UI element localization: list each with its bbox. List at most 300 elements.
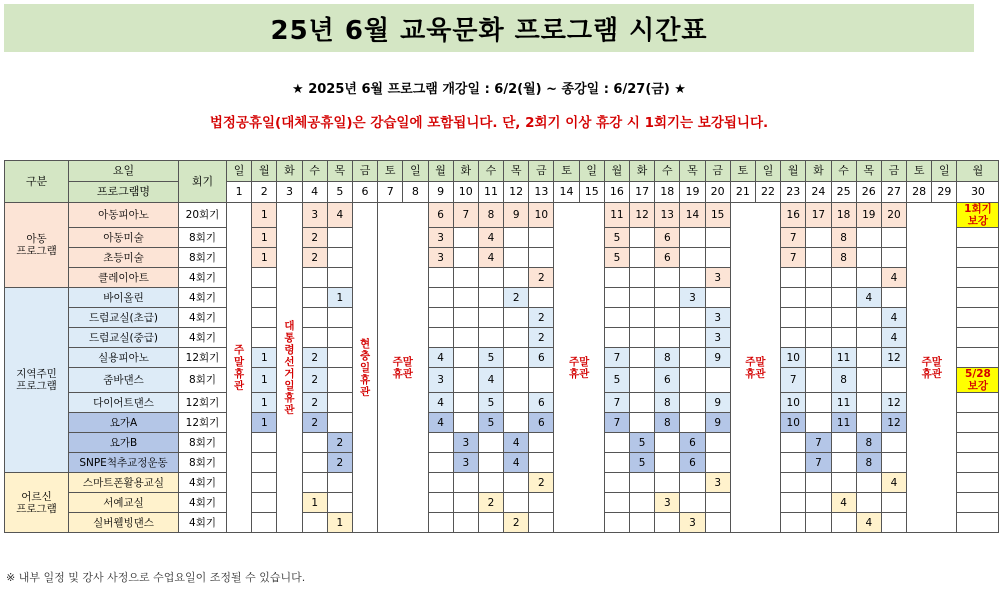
session-count: 4회기 xyxy=(179,328,227,348)
empty-cell xyxy=(957,393,999,413)
session-cell: 6 xyxy=(529,348,554,368)
date-cell: 29 xyxy=(932,182,957,203)
empty-cell xyxy=(655,513,680,533)
weekday-cell: 수 xyxy=(302,161,327,182)
session-cell: 19 xyxy=(856,203,881,228)
empty-cell xyxy=(881,248,906,268)
session-cell: 5 xyxy=(630,433,655,453)
weekday-cell: 일 xyxy=(932,161,957,182)
weekday-cell: 목 xyxy=(327,161,352,182)
session-count: 8회기 xyxy=(179,433,227,453)
table-row xyxy=(5,228,999,248)
empty-cell xyxy=(428,473,453,493)
empty-cell xyxy=(630,308,655,328)
date-cell: 28 xyxy=(907,182,932,203)
session-cell: 2 xyxy=(504,513,529,533)
session-cell: 9 xyxy=(705,348,730,368)
empty-cell xyxy=(504,268,529,288)
empty-cell xyxy=(630,348,655,368)
empty-cell xyxy=(806,228,831,248)
date-cell: 19 xyxy=(680,182,705,203)
category-header: 구분 xyxy=(5,161,69,203)
session-cell: 16 xyxy=(781,203,806,228)
weekday-cell: 수 xyxy=(478,161,503,182)
empty-cell xyxy=(881,513,906,533)
empty-cell xyxy=(957,453,999,473)
empty-cell xyxy=(428,268,453,288)
empty-cell xyxy=(856,328,881,348)
session-cell: 4 xyxy=(428,348,453,368)
empty-cell xyxy=(781,453,806,473)
empty-cell xyxy=(504,308,529,328)
empty-cell xyxy=(781,308,806,328)
empty-cell xyxy=(630,473,655,493)
empty-cell xyxy=(680,393,705,413)
empty-cell xyxy=(504,368,529,393)
session-cell: 4 xyxy=(881,268,906,288)
empty-cell xyxy=(478,513,503,533)
session-cell: 1 xyxy=(327,288,352,308)
session-cell: 10 xyxy=(781,413,806,433)
empty-cell xyxy=(806,493,831,513)
session-cell: 4 xyxy=(478,368,503,393)
weekday-cell: 토 xyxy=(907,161,932,182)
session-cell: 9 xyxy=(705,393,730,413)
empty-cell xyxy=(327,348,352,368)
session-cell: 4 xyxy=(831,493,856,513)
empty-cell xyxy=(856,248,881,268)
weekend-closure: 주말 휴관 xyxy=(730,203,780,533)
empty-cell xyxy=(781,493,806,513)
program-name: 드럼교실(중급) xyxy=(69,328,179,348)
date-cell: 22 xyxy=(755,182,780,203)
empty-cell xyxy=(504,393,529,413)
empty-cell xyxy=(680,248,705,268)
empty-cell xyxy=(957,288,999,308)
session-cell: 4 xyxy=(327,203,352,228)
session-cell: 8 xyxy=(655,393,680,413)
empty-cell xyxy=(957,433,999,453)
holiday-notice: 법정공휴일(대체공휴일)은 강습일에 포함됩니다. 단, 2회기 이상 휴강 시 1회기는 보강됩니다. xyxy=(209,115,769,131)
weekday-cell: 화 xyxy=(453,161,478,182)
group-label: 지역주민 프로그램 xyxy=(5,288,69,473)
empty-cell xyxy=(604,433,629,453)
empty-cell xyxy=(806,348,831,368)
empty-cell xyxy=(856,308,881,328)
weekday-cell: 토 xyxy=(730,161,755,182)
session-cell: 1 xyxy=(252,393,277,413)
empty-cell xyxy=(252,493,277,513)
session-cell: 3 xyxy=(705,308,730,328)
program-name: 아동피아노 xyxy=(69,203,179,228)
date-cell: 2 xyxy=(252,182,277,203)
empty-cell xyxy=(957,473,999,493)
empty-cell xyxy=(604,308,629,328)
empty-cell xyxy=(302,328,327,348)
empty-cell xyxy=(856,413,881,433)
empty-cell xyxy=(428,433,453,453)
session-count: 4회기 xyxy=(179,268,227,288)
empty-cell xyxy=(856,268,881,288)
empty-cell xyxy=(252,513,277,533)
empty-cell xyxy=(881,368,906,393)
empty-cell xyxy=(252,453,277,473)
empty-cell xyxy=(327,368,352,393)
table-row xyxy=(5,413,999,433)
empty-cell xyxy=(428,453,453,473)
session-cell: 12 xyxy=(881,393,906,413)
empty-cell xyxy=(302,268,327,288)
empty-cell xyxy=(252,473,277,493)
session-cell: 3 xyxy=(428,248,453,268)
group-label: 어르신 프로그램 xyxy=(5,473,69,533)
weekend-closure: 주말 휴관 xyxy=(554,203,604,533)
election-closure: 대 통 령 선 거 일 휴 관 xyxy=(277,203,302,533)
empty-cell xyxy=(680,308,705,328)
session-cell: 3 xyxy=(705,473,730,493)
empty-cell xyxy=(655,328,680,348)
weekday-cell: 목 xyxy=(504,161,529,182)
session-count: 4회기 xyxy=(179,308,227,328)
empty-cell xyxy=(957,228,999,248)
session-count: 8회기 xyxy=(179,453,227,473)
empty-cell xyxy=(504,473,529,493)
session-cell: 4 xyxy=(478,248,503,268)
empty-cell xyxy=(680,268,705,288)
session-cell: 1 xyxy=(252,203,277,228)
session-count: 4회기 xyxy=(179,288,227,308)
session-cell: 7 xyxy=(453,203,478,228)
session-cell: 2 xyxy=(302,413,327,433)
empty-cell xyxy=(453,393,478,413)
weekday-cell: 월 xyxy=(604,161,629,182)
empty-cell xyxy=(957,413,999,433)
empty-cell xyxy=(428,493,453,513)
table-row xyxy=(5,368,999,393)
empty-cell xyxy=(806,308,831,328)
empty-cell xyxy=(630,228,655,248)
session-cell: 2 xyxy=(302,368,327,393)
empty-cell xyxy=(831,308,856,328)
weekday-cell: 수 xyxy=(831,161,856,182)
empty-cell xyxy=(478,268,503,288)
empty-cell xyxy=(604,453,629,473)
session-cell: 14 xyxy=(680,203,705,228)
empty-cell xyxy=(630,248,655,268)
footer-note: ※ 내부 일정 및 강사 사정으로 수업요일이 조정될 수 있습니다. xyxy=(6,571,306,584)
empty-cell xyxy=(806,393,831,413)
session-cell: 2 xyxy=(529,268,554,288)
session-cell: 6 xyxy=(655,248,680,268)
date-cell: 18 xyxy=(655,182,680,203)
date-cell: 23 xyxy=(781,182,806,203)
empty-cell xyxy=(630,368,655,393)
period-text: ★ 2025년 6월 프로그램 개강일 : 6/2(월) ~ 종강일 : 6/27(금) ★ xyxy=(292,82,686,97)
weekday-cell: 금 xyxy=(529,161,554,182)
empty-cell xyxy=(453,328,478,348)
empty-cell xyxy=(453,348,478,368)
empty-cell xyxy=(604,493,629,513)
empty-cell xyxy=(881,493,906,513)
session-cell: 2 xyxy=(529,328,554,348)
date-cell: 24 xyxy=(806,182,831,203)
table-row xyxy=(5,268,999,288)
session-cell: 2 xyxy=(327,453,352,473)
session-cell: 5 xyxy=(478,348,503,368)
date-cell: 25 xyxy=(831,182,856,203)
session-cell: 4 xyxy=(428,413,453,433)
empty-cell xyxy=(630,328,655,348)
empty-cell xyxy=(680,368,705,393)
empty-cell xyxy=(630,493,655,513)
date-cell: 3 xyxy=(277,182,302,203)
empty-cell xyxy=(655,288,680,308)
table-row xyxy=(5,203,999,228)
empty-cell xyxy=(806,288,831,308)
table-row xyxy=(5,453,999,473)
date-cell: 15 xyxy=(579,182,604,203)
program-name: 바이올린 xyxy=(69,288,179,308)
date-cell: 9 xyxy=(428,182,453,203)
empty-cell xyxy=(655,308,680,328)
empty-cell xyxy=(302,308,327,328)
weekday-cell: 일 xyxy=(755,161,780,182)
session-cell: 7 xyxy=(604,348,629,368)
session-cell: 3 xyxy=(453,433,478,453)
session-cell: 8 xyxy=(655,413,680,433)
table-row xyxy=(5,513,999,533)
weekday-cell: 수 xyxy=(655,161,680,182)
session-cell: 8 xyxy=(831,248,856,268)
empty-cell xyxy=(957,328,999,348)
session-cell: 6 xyxy=(428,203,453,228)
session-cell: 1 xyxy=(252,248,277,268)
session-cell: 1 xyxy=(302,493,327,513)
empty-cell xyxy=(781,433,806,453)
empty-cell xyxy=(856,493,881,513)
weekday-cell: 일 xyxy=(227,161,252,182)
session-cell: 18 xyxy=(831,203,856,228)
session-cell: 8 xyxy=(856,433,881,453)
empty-cell xyxy=(831,268,856,288)
empty-cell xyxy=(302,513,327,533)
makeup-badge: 5/28 보강 xyxy=(957,368,999,393)
session-count: 12회기 xyxy=(179,413,227,433)
empty-cell xyxy=(529,493,554,513)
empty-cell xyxy=(453,228,478,248)
session-cell: 3 xyxy=(680,288,705,308)
empty-cell xyxy=(957,493,999,513)
weekday-cell: 일 xyxy=(403,161,428,182)
session-cell: 2 xyxy=(529,308,554,328)
session-cell: 7 xyxy=(781,248,806,268)
program-name: 실버웰빙댄스 xyxy=(69,513,179,533)
empty-cell xyxy=(529,453,554,473)
table-row xyxy=(5,308,999,328)
session-cell: 2 xyxy=(302,228,327,248)
empty-cell xyxy=(478,473,503,493)
program-name: 초등미술 xyxy=(69,248,179,268)
empty-cell xyxy=(327,268,352,288)
empty-cell xyxy=(957,248,999,268)
empty-cell xyxy=(856,473,881,493)
empty-cell xyxy=(252,268,277,288)
session-cell: 2 xyxy=(302,348,327,368)
empty-cell xyxy=(529,513,554,533)
empty-cell xyxy=(453,473,478,493)
weekday-cell: 목 xyxy=(856,161,881,182)
empty-cell xyxy=(529,248,554,268)
session-cell: 3 xyxy=(453,453,478,473)
makeup-badge: 1회기 보강 xyxy=(957,203,999,228)
empty-cell xyxy=(781,288,806,308)
session-cell: 9 xyxy=(705,413,730,433)
empty-cell xyxy=(302,453,327,473)
empty-cell xyxy=(252,308,277,328)
date-cell: 30 xyxy=(957,182,999,203)
date-cell: 27 xyxy=(881,182,906,203)
weekday-cell: 일 xyxy=(579,161,604,182)
empty-cell xyxy=(705,493,730,513)
empty-cell xyxy=(327,473,352,493)
session-cell: 11 xyxy=(604,203,629,228)
empty-cell xyxy=(504,228,529,248)
weekday-cell: 화 xyxy=(630,161,655,182)
empty-cell xyxy=(604,513,629,533)
session-cell: 2 xyxy=(327,433,352,453)
empty-cell xyxy=(705,433,730,453)
date-cell: 20 xyxy=(705,182,730,203)
program-name: 스마트폰활용교실 xyxy=(69,473,179,493)
table-row xyxy=(5,328,999,348)
empty-cell xyxy=(705,513,730,533)
session-cell: 12 xyxy=(881,413,906,433)
empty-cell xyxy=(957,348,999,368)
session-cell: 5 xyxy=(478,413,503,433)
empty-cell xyxy=(705,248,730,268)
program-name: SNPE척추교정운동 xyxy=(69,453,179,473)
program-label: 프로그램명 xyxy=(69,182,179,203)
date-cell: 26 xyxy=(856,182,881,203)
table-row xyxy=(5,348,999,368)
empty-cell xyxy=(831,473,856,493)
empty-cell xyxy=(529,368,554,393)
session-cell: 7 xyxy=(806,433,831,453)
empty-cell xyxy=(957,308,999,328)
session-count: 20회기 xyxy=(179,203,227,228)
session-cell: 6 xyxy=(529,393,554,413)
empty-cell xyxy=(781,268,806,288)
program-name: 아동미술 xyxy=(69,228,179,248)
session-cell: 5 xyxy=(478,393,503,413)
session-cell: 8 xyxy=(831,228,856,248)
empty-cell xyxy=(453,248,478,268)
empty-cell xyxy=(252,288,277,308)
empty-cell xyxy=(680,228,705,248)
session-cell: 4 xyxy=(856,513,881,533)
date-cell: 1 xyxy=(227,182,252,203)
date-cell: 4 xyxy=(302,182,327,203)
weekend-closure: 주말 휴관 xyxy=(378,203,428,533)
session-cell: 5 xyxy=(604,248,629,268)
schedule-table xyxy=(4,160,999,533)
date-cell: 12 xyxy=(504,182,529,203)
session-count: 4회기 xyxy=(179,493,227,513)
empty-cell xyxy=(806,473,831,493)
session-cell: 12 xyxy=(881,348,906,368)
empty-cell xyxy=(856,228,881,248)
empty-cell xyxy=(881,228,906,248)
weekday-cell: 토 xyxy=(378,161,403,182)
table-row xyxy=(5,288,999,308)
empty-cell xyxy=(604,268,629,288)
session-cell: 10 xyxy=(781,348,806,368)
session-cell: 2 xyxy=(302,248,327,268)
empty-cell xyxy=(604,288,629,308)
empty-cell xyxy=(806,513,831,533)
empty-cell xyxy=(453,268,478,288)
empty-cell xyxy=(630,268,655,288)
session-cell: 3 xyxy=(655,493,680,513)
empty-cell xyxy=(478,453,503,473)
empty-cell xyxy=(957,268,999,288)
empty-cell xyxy=(630,513,655,533)
date-cell: 21 xyxy=(730,182,755,203)
empty-cell xyxy=(327,413,352,433)
session-count: 12회기 xyxy=(179,393,227,413)
empty-cell xyxy=(302,473,327,493)
empty-cell xyxy=(453,308,478,328)
session-cell: 4 xyxy=(504,453,529,473)
empty-cell xyxy=(655,453,680,473)
empty-cell xyxy=(806,248,831,268)
empty-cell xyxy=(680,473,705,493)
empty-cell xyxy=(428,513,453,533)
empty-cell xyxy=(680,413,705,433)
weekday-cell: 월 xyxy=(252,161,277,182)
empty-cell xyxy=(781,473,806,493)
empty-cell xyxy=(881,453,906,473)
session-count: 8회기 xyxy=(179,228,227,248)
empty-cell xyxy=(252,328,277,348)
session-cell: 6 xyxy=(655,228,680,248)
empty-cell xyxy=(428,308,453,328)
weekday-cell: 금 xyxy=(881,161,906,182)
empty-cell xyxy=(604,328,629,348)
empty-cell xyxy=(831,433,856,453)
session-cell: 4 xyxy=(504,433,529,453)
empty-cell xyxy=(478,288,503,308)
table-row xyxy=(5,248,999,268)
empty-cell xyxy=(630,413,655,433)
program-name: 요가B xyxy=(69,433,179,453)
empty-cell xyxy=(504,413,529,433)
empty-cell xyxy=(453,413,478,433)
empty-cell xyxy=(881,288,906,308)
session-cell: 15 xyxy=(705,203,730,228)
date-cell: 8 xyxy=(403,182,428,203)
session-count: 4회기 xyxy=(179,513,227,533)
session-cell: 4 xyxy=(856,288,881,308)
session-cell: 7 xyxy=(806,453,831,473)
session-cell: 12 xyxy=(630,203,655,228)
empty-cell xyxy=(529,288,554,308)
date-cell: 11 xyxy=(478,182,503,203)
session-cell: 1 xyxy=(327,513,352,533)
session-cell: 6 xyxy=(529,413,554,433)
session-cell: 3 xyxy=(428,368,453,393)
session-cell: 3 xyxy=(428,228,453,248)
